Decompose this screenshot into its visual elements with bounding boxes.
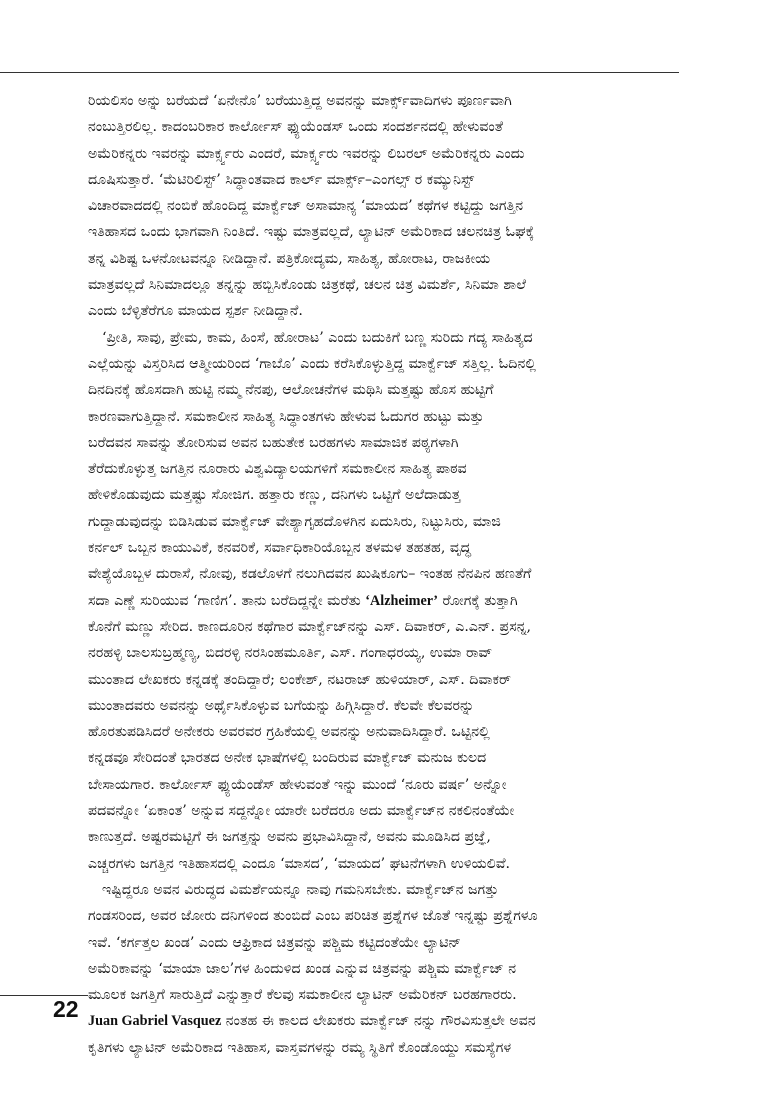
text-line: ಎಲ್ಲೆಯನ್ನು ವಿಸ್ತರಿಸಿದ ಆತ್ಮೀಯರಿಂದ ‘ಗಾಬೊ’ ಎಂದು ಕರೆಸಿಕೊಳ್ಳುತ್ತಿದ್ದ ಮಾರ್ಕ್ವೆಜ್ ಸತ್ತಿಲ್ಲ. ಓದಿನಲ್ಲಿ <box>88 355 537 372</box>
top-rule <box>0 72 679 73</box>
text-segment: ಸದಾ ಎಣ್ಣೆ ಸುರಿಯುವ ‘ಗಾಣಿಗ’. ತಾನು ಬರೆದಿದ್ದನ್ನೇ ಮರೆತು <box>88 592 361 609</box>
text-line: ಇತಿಹಾಸದ ಒಂದು ಭಾಗವಾಗಿ ನಿಂತಿದೆ. ಇಷ್ಟು ಮಾತ್ರವಲ್ಲದೆ, ಲ್ಯಾಟಿನ್ ಅಮೆರಿಕಾದ ಚಲನಚಿತ್ರ ಓಘಕ್ಕೆ <box>88 224 535 241</box>
text-line: ಕೊನೆಗೆ ಮಣ್ಣು ಸೇರಿದ. ಕಾಣದೂರಿನ ಕಥೆಗಾರ ಮಾರ್ಕ್ವೆಜ್‌ನನ್ನು ಎಸ್. ದಿವಾಕರ್, ಎ.ಎನ್. ಪ್ರಸನ್ನ, <box>88 618 532 635</box>
author-name: Juan Gabriel Vasquez <box>88 1013 222 1030</box>
text-line: ಎಂದು ಬೆಳ್ಳಿತೆರೆಗೂ ಮಾಯದ ಸ್ಪರ್ಶ ನೀಡಿದ್ದಾನೆ. <box>88 303 303 320</box>
body-text <box>88 88 680 1061</box>
text-line: ಎಚ್ಚರಗಳು ಜಗತ್ತಿನ ಇತಿಹಾಸದಲ್ಲಿ ಎಂದೂ ‘ಮಾಸದ’, ‘ಮಾಯದ’ ಘಟನೆಗಳಾಗಿ ಉಳಿಯಲಿವೆ. <box>88 855 511 872</box>
text-line: ನರಹಳ್ಳಿ ಬಾಲಸುಬ್ರಹ್ಮಣ್ಯ, ಬಿದರಳ್ಳಿ ನರಸಿಂಹಮೂರ್ತಿ, ಎಸ್. ಗಂಗಾಧರಯ್ಯ, ಉಮಾ ರಾವ್ <box>88 645 493 662</box>
text-line: ಹೇಳಿಕೊಡುವುದು ಮತ್ತಷ್ಟು ಸೋಜಿಗ. ಹತ್ತಾರು ಕಣ್ಣು, ದನಿಗಳು ಒಟ್ಟಿಗೆ ಅಲೆದಾಡುತ್ತ <box>88 487 461 504</box>
paragraph-2 <box>88 325 680 877</box>
text-line: ತೆರೆದುಕೊಳ್ಳುತ್ತ ಜಗತ್ತಿನ ನೂರಾರು ವಿಶ್ವವಿದ್ಯಾಲಯಗಳಿಗೆ ಸಮಕಾಲೀನ ಸಾಹಿತ್ಯ ಪಾಠವ <box>88 461 467 478</box>
text-line: ಗಂಡಸರಿಂದ, ಅವರ ಜೋರು ದನಿಗಳಿಂದ ತುಂಬಿದೆ ಎಂಬ ಪರಿಚಿತ ಪ್ರಶ್ನೆಗಳ ಜೊತೆ ಇನ್ನಷ್ಟು ಪ್ರಶ್ನೆಗಳೂ <box>88 908 538 925</box>
text-line: ಬೇಸಾಯಗಾರ. ಕಾರ್ಲೋಸ್ ಫ್ಯುಯೆಂಡೆಸ್ ಹೇಳುವಂತೆ ಇನ್ನು ಮುಂದೆ ‘ನೂರು ವರ್ಷ’ ಅನ್ನೋ <box>88 776 507 793</box>
text-line: ದಿನದಿನಕ್ಕೆ ಹೊಸದಾಗಿ ಹುಟ್ಟಿ ನಮ್ಮ ನೆನಪು, ಆಲೋಚನೆಗಳ ಮಥಿಸಿ ಮತ್ತಷ್ಟು ಹೊಸ ಹುಟ್ಟಿಗೆ <box>88 382 494 399</box>
text-line: ಮುಂತಾದವರು ಅವನನ್ನು ಅರ್ಥೈಸಿಕೊಳ್ಳುವ ಬಗೆಯನ್ನು ಹಿಗ್ಗಿಸಿದ್ದಾರೆ. ಕೆಲವೇ ಕೆಲವರನ್ನು <box>88 697 475 714</box>
text-line: ತನ್ನ ವಿಶಿಷ್ಟ ಒಳನೋಟವನ್ನೂ ನೀಡಿದ್ದಾನೆ. ಪತ್ರಿಕೋದ್ಯಮ, ಸಾಹಿತ್ಯ, ಹೋರಾಟ, ರಾಜಕೀಯ <box>88 250 491 267</box>
text-line: ಕರ್ನಲ್ ಒಬ್ಬನ ಕಾಯುವಿಕೆ, ಕನವರಿಕೆ, ಸರ್ವಾಧಿಕಾರಿಯೊಬ್ಬನ ತಳಮಳ ತಹತಹ, ವೃದ್ಧ <box>88 540 471 557</box>
text-line: ಬರೆದವನ ಸಾವನ್ನು ತೋರಿಸುವ ಅವನ ಬಹುತೇಕ ಬರಹಗಳು ಸಾಮಾಜಿಕ ಪಠ್ಯಗಳಾಗಿ <box>88 434 459 451</box>
text-line: ಹೊರತುಪಡಿಸಿದರೆ ಅನೇಕರು ಅವರವರ ಗ್ರಹಿಕೆಯಲ್ಲಿ ಅವನನ್ನು ಅನುವಾದಿಸಿದ್ದಾರೆ. ಒಟ್ಟಿನಲ್ಲಿ <box>88 724 490 741</box>
disease-name: ‘Alzheimer’ <box>365 592 439 609</box>
text-line: ‘ಪ್ರೀತಿ, ಸಾವು, ಪ್ರೇಮ, ಕಾಮ, ಹಿಂಸೆ, ಹೋರಾಟ’ ಎಂದು ಬದುಕಿಗೆ ಬಣ್ಣ ಸುರಿದು ಗದ್ಯ ಸಾಹಿತ್ಯದ <box>102 329 533 346</box>
text-segment: ನಂತಹ ಈ ಕಾಲದ ಲೇಖಕರು ಮಾರ್ಕ್ವೆಜ್ ನನ್ನು ಗೌರವಿಸುತ್ತಲೇ ಅವನ <box>225 1013 536 1030</box>
text-line: ಮೂಲಕ ಜಗತ್ತಿಗೆ ಸಾರುತ್ತಿದೆ ಎನ್ನುತ್ತಾರೆ ಕೆಲವು ಸಮಕಾಲೀನ ಲ್ಯಾಟಿನ್ ಅಮೆರಿಕನ್ ಬರಹಗಾರರು. <box>88 987 517 1004</box>
text-line: ಅಮೆರಿಕಾವನ್ನು ‘ಮಾಯಾ ಜಾಲ’ಗಳ ಹಿಂದುಳಿದ ಖಂಡ ಎನ್ನುವ ಚಿತ್ರವನ್ನು ಪಶ್ಚಿಮ ಮಾರ್ಕ್ವೆಜ್ ನ <box>88 960 517 977</box>
text-line: ಗುದ್ದಾಡುವುದನ್ನು ಬಿಡಿಸಿಡುವ ಮಾರ್ಕ್ವೆಜ್ ವೇಶ್ಯಾಗೃಹದೊಳಗಿನ ಏದುಸಿರು, ನಿಟ್ಟುಸಿರು, ಮಾಜಿ <box>88 513 501 530</box>
text-line: ಕೃತಿಗಳು ಲ್ಯಾಟಿನ್ ಅಮೆರಿಕಾದ ಇತಿಹಾಸ, ವಾಸ್ತವಗಳನ್ನು ರಮ್ಯ ಸ್ಥಿತಿಗೆ ಕೊಂಡೊಯ್ದು ಸಮಸ್ಯೆಗಳ <box>88 1039 512 1056</box>
text-line: ಮುಂತಾದ ಲೇಖಕರು ಕನ್ನಡಕ್ಕೆ ತಂದಿದ್ದಾರೆ; ಲಂಕೇಶ್, ನಟರಾಜ್ ಹುಳಿಯಾರ್, ಎಸ್. ದಿವಾಕರ್ <box>88 671 512 688</box>
text-segment: ರೋಗಕ್ಕೆ ತುತ್ತಾಗಿ <box>438 592 518 609</box>
text-line: ಮಾತ್ರವಲ್ಲದೆ ಸಿನಿಮಾದಲ್ಲೂ ತನ್ನನ್ನು ಹಬ್ಬಿಸಿಕೊಂಡು ಚಿತ್ರಕಥೆ, ಚಲನ ಚಿತ್ರ ವಿಮರ್ಶೆ, ಸಿನಿಮಾ ಶಾಲೆ <box>88 277 526 294</box>
page-number: 22 <box>53 996 79 1022</box>
text-line: ದೂಷಿಸುತ್ತಾರೆ. ‘ಮೆಟಿರಿಲಿಸ್ಟ್’ ಸಿದ್ಧಾಂತವಾದ ಕಾರ್ಲ್ ಮಾರ್ಕ್ಸ್–ಎಂಗಲ್ಸ್ ರ ಕಮ್ಯುನಿಸ್ಟ್ <box>88 171 475 188</box>
text-line: ರಿಯಲಿಸಂ ಅನ್ನು ಬರೆಯದೆ ‘ಏನೇನೊ’ ಬರೆಯುತ್ತಿದ್ದ ಅವನನ್ನು ಮಾರ್ಕ್ಸ್‌ವಾದಿಗಳು ಪೂರ್ಣವಾಗಿ <box>88 93 512 109</box>
text-line: ಕಾಣುತ್ತದೆ. ಅಷ್ಟರಮಟ್ಟಿಗೆ ಈ ಜಗತ್ತನ್ನು ಅವನು ಪ್ರಭಾವಿಸಿದ್ದಾನೆ, ಅವನು ಮೂಡಿಸಿದ ಪ್ರಜ್ಞೆ, <box>88 829 491 846</box>
text-line: ಕಾರಣವಾಗುತ್ತಿದ್ದಾನೆ. ಸಮಕಾಲೀನ ಸಾಹಿತ್ಯ ಸಿದ್ಧಾಂತಗಳು ಹೇಳುವ ಓದುಗರ ಹುಟ್ಟು ಮತ್ತು <box>88 408 484 425</box>
text-line: ಇಷ್ಟಿದ್ದರೂ ಅವನ ವಿರುದ್ಧದ ವಿಮರ್ಶೆಯನ್ನೂ ನಾವು ಗಮನಿಸಬೇಕು. ಮಾರ್ಕ್ವೆಜ್‌ನ ಜಗತ್ತು <box>102 881 499 898</box>
text-line-mixed <box>88 1008 680 1034</box>
text-line: ವಿಚಾರವಾದದಲ್ಲಿ ನಂಬಿಕೆ ಹೊಂದಿದ್ದ ಮಾರ್ಕ್ವೆಜ್ ಅಸಾಮಾನ್ಯ ‘ಮಾಯದ’ ಕಥೆಗಳ ಕಟ್ಟಿದ್ದು ಜಗತ್ತಿನ <box>88 198 524 215</box>
text-line: ನಂಬುತ್ತಿರಲಿಲ್ಲ. ಕಾದಂಬರಿಕಾರ ಕಾರ್ಲೋಸ್ ಫ್ಯುಯೆಂಡಸ್ ಒಂದು ಸಂದರ್ಶನದಲ್ಲಿ ಹೇಳುವಂತೆ <box>88 119 503 136</box>
text-line: ಕನ್ನಡವೂ ಸೇರಿದಂತೆ ಭಾರತದ ಅನೇಕ ಭಾಷೆಗಳಲ್ಲಿ ಬಂದಿರುವ ಮಾರ್ಕ್ವೆಜ್ ಮನುಜ ಕುಲದ <box>88 750 487 767</box>
paragraph-1 <box>88 88 680 325</box>
text-line: ಪದವನ್ನೋ ‘ಏಕಾಂತ’ ಅನ್ನುವ ಸದ್ದನ್ನೋ ಯಾರೇ ಬರೆದರೂ ಅದು ಮಾರ್ಕ್ವೆಜ್‌ನ ನಕಲಿನಂತೆಯೇ <box>88 803 515 820</box>
text-line-mixed <box>88 588 680 614</box>
paragraph-3 <box>88 877 680 1061</box>
text-line: ವೇಶ್ಯೆಯೊಬ್ಬಳ ದುರಾಸೆ, ನೋವು, ಕಡಲೊಳಗೆ ನಲುಗಿದವನ ಖುಷಿಕೂಗು– ಇಂತಹ ನೆನಪಿನ ಹಣತೆಗೆ <box>88 566 532 583</box>
text-line: ಅಮೆರಿಕನ್ನರು ಇವರನ್ನು ಮಾರ್ಕ್ಸ್ವರು ಎಂದರೆ, ಮಾರ್ಕ್ಸ್ವರು ಇವರನ್ನು ಲಿಬರಲ್ ಅಮೆರಿಕನ್ನರು ಎಂದು <box>88 145 525 162</box>
text-line: ಇವೆ. ‘ಕರ್ಗತ್ತಲ ಖಂಡ’ ಎಂದು ಆಫ್ರಿಕಾದ ಚಿತ್ರವನ್ನು ಪಶ್ಚಿಮ ಕಟ್ಟಿದಂತೆಯೇ ಲ್ಯಾಟಿನ್ <box>88 934 461 951</box>
